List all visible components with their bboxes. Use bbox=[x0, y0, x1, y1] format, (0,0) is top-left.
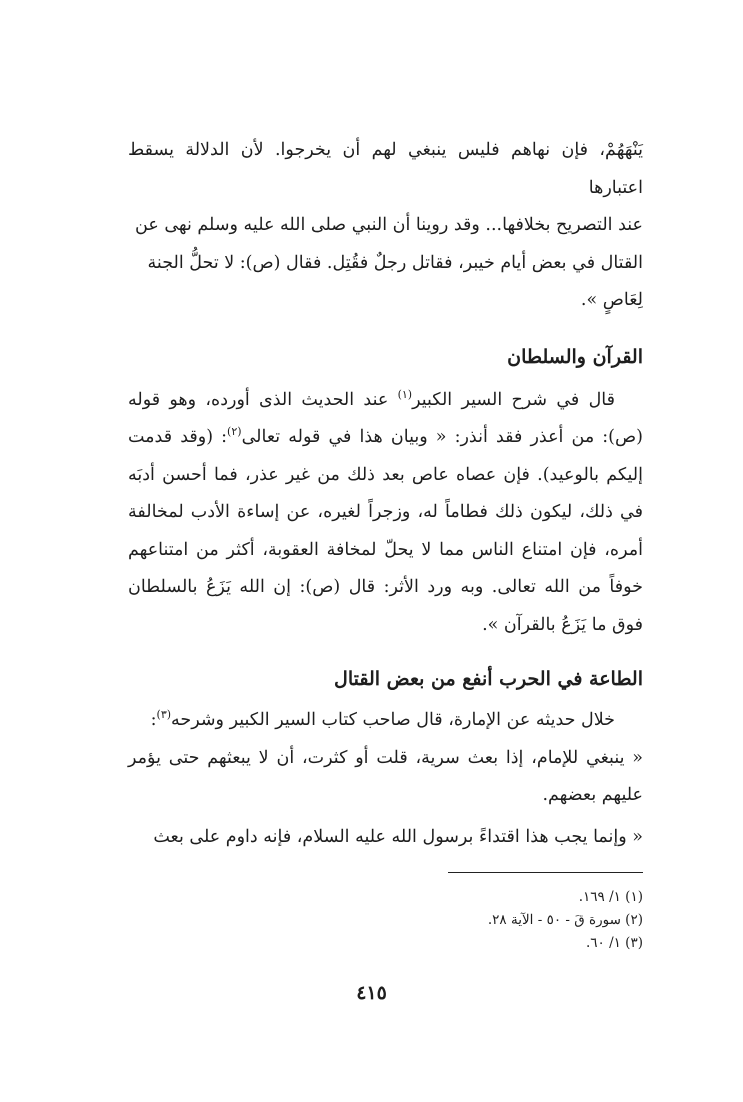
paragraph-quote-prophet: « وإنما يجب هذا اقتداءً برسول الله عليه السلام، فإنه داوم على بعث bbox=[153, 826, 643, 847]
footnote-ref-2: (٢) bbox=[227, 425, 242, 439]
section-heading-obedience: الطاعة في الحرب أنفع من بعض القتال bbox=[334, 668, 643, 690]
text-run: خلال حديثه عن الإمارة، قال صاحب كتاب السير الكبير وشرحه bbox=[171, 710, 615, 730]
footnote-3: (٣) ١/ ٦٠. bbox=[585, 935, 643, 951]
footnotes bbox=[488, 886, 643, 955]
text-run: قال في شرح السير الكبير bbox=[412, 389, 615, 410]
footnote-ref-3: (٣) bbox=[156, 708, 172, 722]
text-line: يَنْهَهُمْ، فإن نهاهم فليس ينبغي لهم أن يخرجوا. لأن الدلالة يسقط اعتبارها bbox=[128, 140, 643, 198]
paragraph-emirate-intro bbox=[128, 702, 643, 740]
main-text bbox=[128, 132, 643, 856]
text-line: القتال في بعض أيام خيبر، فقاتل رجلٌ فقُتِل. فقال (ص): لا تحلُّ الجنة bbox=[147, 252, 643, 273]
paragraph-quran-sultan bbox=[128, 382, 643, 645]
footnote-2: (٢) سورة قَ - ٥٠ - الآية ٢٨. bbox=[487, 912, 643, 928]
page-number: ٤١٥ bbox=[356, 982, 387, 1004]
text-line: عند التصريح بخلافها... وقد روينا أن النبي صلى الله عليه وسلم نهى عن bbox=[135, 215, 643, 235]
footnote-ref-1: (١) bbox=[397, 387, 413, 401]
paragraph-quote-imam: « ينبغي للإمام، إذا بعث سرية، قلت أو كثرت، أن لا يبعثهم حتى يؤمر عليهم بعضهم. bbox=[128, 747, 643, 805]
footnote-divider bbox=[448, 872, 643, 873]
footnote-1: (١) ١/ ١٦٩. bbox=[578, 889, 643, 905]
section-heading-quran-sultan: القرآن والسلطان bbox=[507, 345, 643, 368]
text-line: لِعَاصٍ ». bbox=[580, 290, 643, 310]
text-run: : (وقد قدمت إليكم بالوعيد). فإن عصاه عاص بعد ذلك من غير عذر، فما أحسن أدبَه في ذلك، ليكون ذلك فطاماً له، وزجراً لغيره، عن إساءة الأدب لمخالفة أمره، فإن امتناع الناس مما لا يحلّ لمخافة العقوبة، أكثر من امتناعهم خوفاً من الله تعالى. وبه ورد الأثر: قال (ص): إن الله يَزَعُ بالسلطان فوق ما يَزَعُ بالقرآن ». bbox=[128, 427, 643, 635]
text-run: عند الحديث الذى أورده، وهو قوله (ص): من أعذر فقد أنذر: « وبيان هذا في قوله تعالى bbox=[128, 389, 643, 447]
opening-paragraph bbox=[128, 132, 643, 320]
text-run: : bbox=[150, 710, 157, 730]
